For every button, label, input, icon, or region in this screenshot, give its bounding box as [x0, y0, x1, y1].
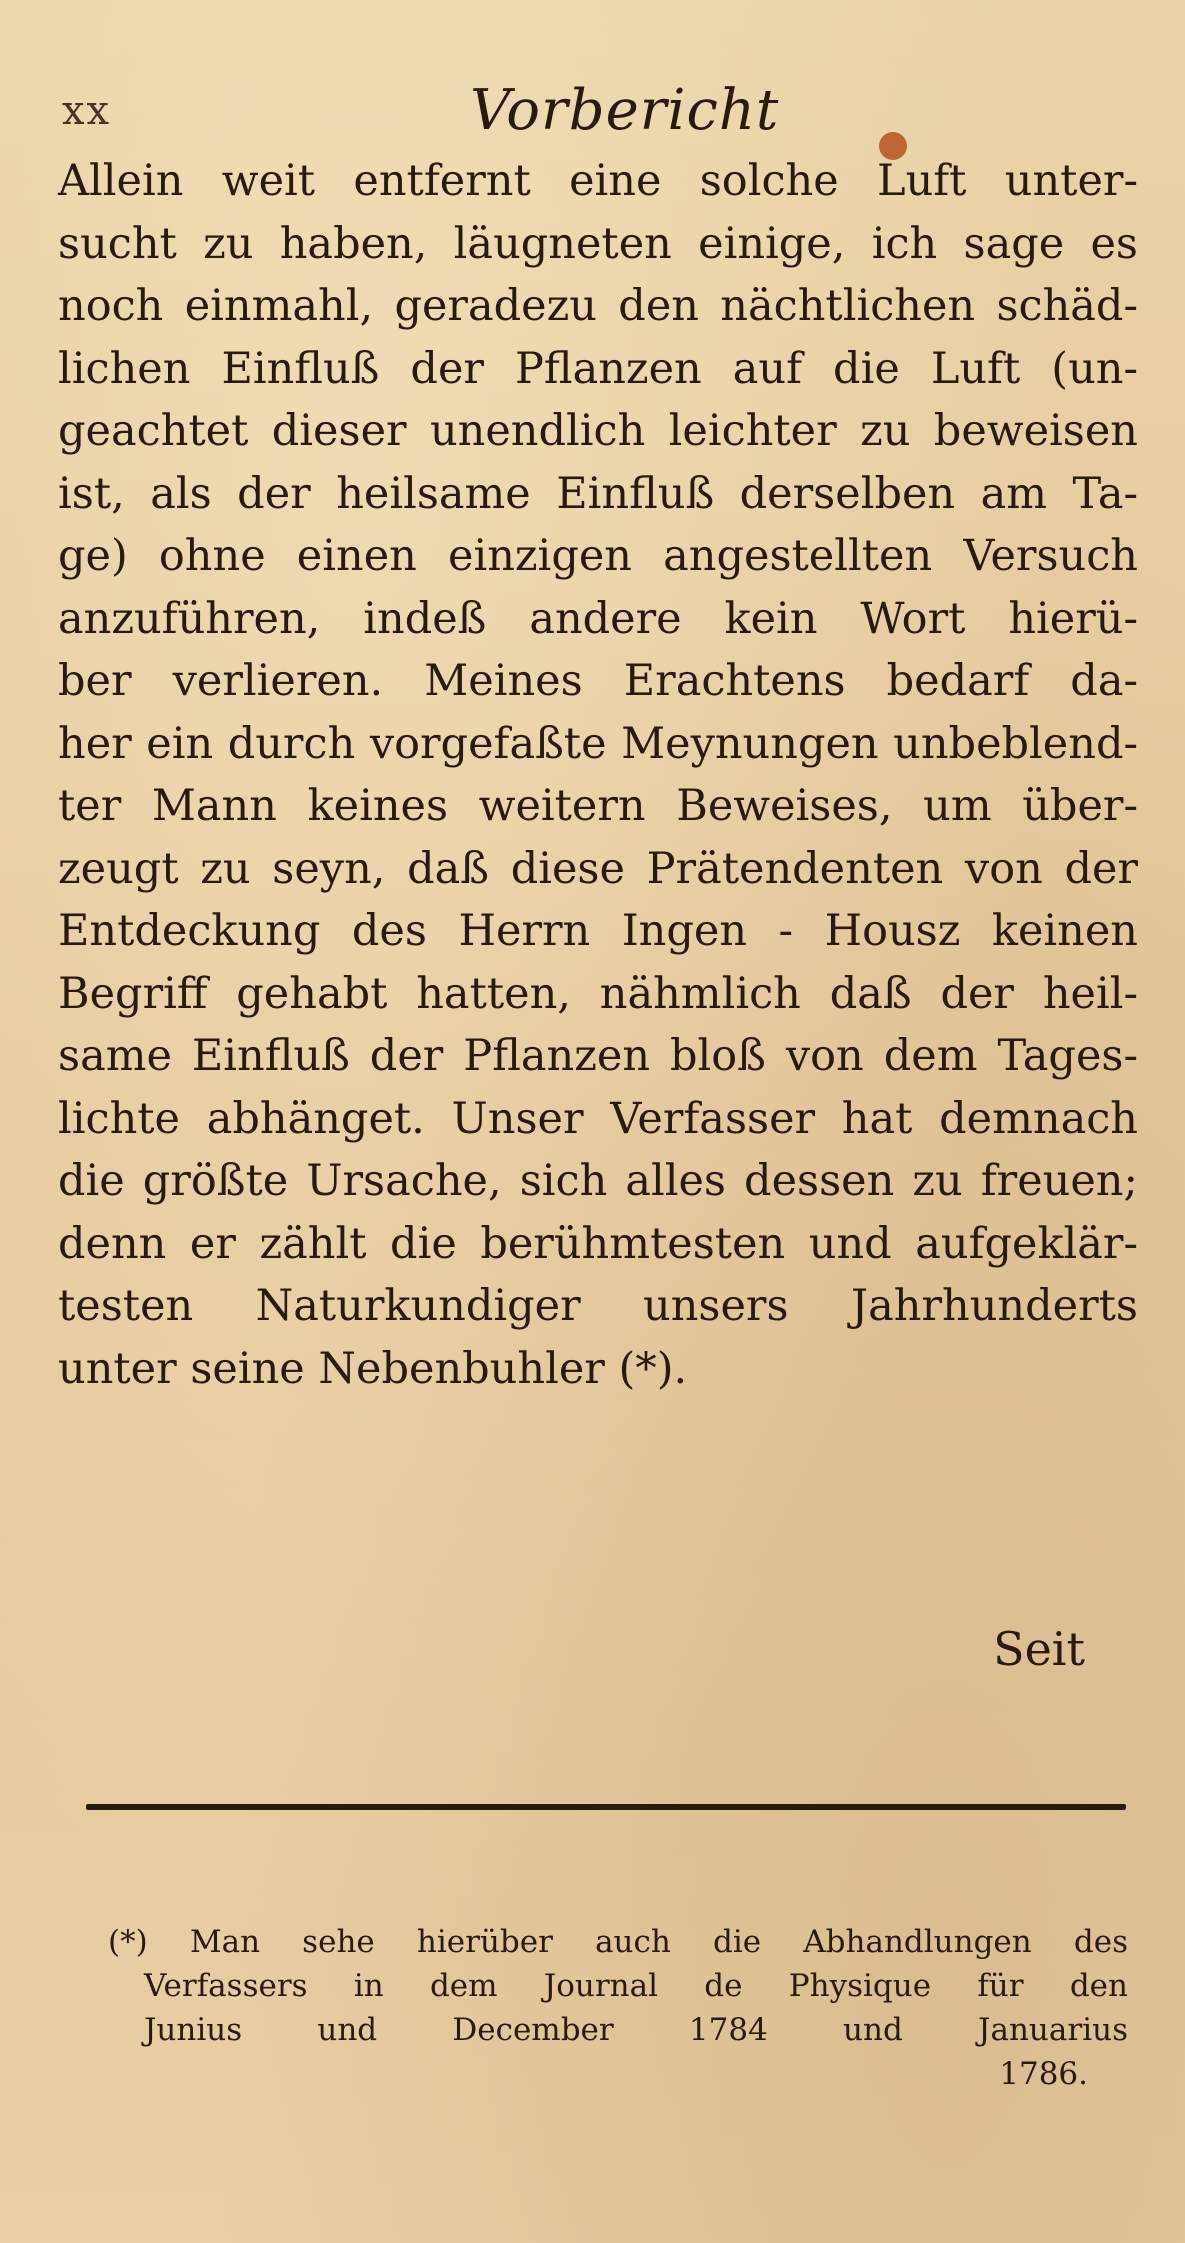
text-line: Allein weit entfernt eine solche Luft unter- [58, 156, 1138, 206]
text-line: Begriff gehabt hatten, nähmlich daß der heil- [58, 968, 1138, 1019]
text-line: geachtet dieser unendlich leichter zu beweisen [58, 406, 1138, 456]
text-line: anzuführen, indeß andere kein Wort hierü- [58, 593, 1138, 644]
footnote-line: Verfassers in dem Journal de Physique für den [144, 1968, 1128, 2004]
text-line: testen Naturkundiger unsers Jahrhunderts [58, 1281, 1138, 1331]
text-line: same Einfluß der Pflanzen bloß von dem Tages- [58, 1031, 1138, 1081]
page-header [56, 78, 1125, 148]
footnote-line: Junius und December 1784 und Januarius [144, 2012, 1128, 2048]
running-head: Vorbericht [470, 78, 780, 143]
footnote-line: 1786. [999, 2056, 1088, 2092]
text-line: denn er zählt die berühmtesten und aufgeklär- [58, 1218, 1138, 1269]
text-line: her ein durch vorgefaßte Meynungen unbeblend- [58, 718, 1138, 769]
text-line: ber verlieren. Meines Erachtens bedarf da- [58, 656, 1138, 706]
text-line: lichen Einfluß der Pflanzen auf die Luft (un- [58, 343, 1138, 394]
text-line: ter Mann keines weitern Beweises, um über- [58, 781, 1138, 831]
text-line: lichte abhänget. Unser Verfasser hat demnach [58, 1093, 1138, 1144]
text-line: zeugt zu seyn, daß diese Prätendenten von der [58, 843, 1138, 894]
text-line: ist, als der heilsame Einfluß derselben am Ta- [58, 468, 1138, 519]
text-line: unter seine Nebenbuhler (*). [58, 1343, 688, 1394]
text-line: die größte Ursache, sich alles dessen zu freuen; [58, 1156, 1138, 1206]
catchword: Seit [993, 1622, 1085, 1676]
footnote-rule [86, 1804, 1126, 1810]
text-line: sucht zu haben, läugneten einige, ich sage es [58, 218, 1138, 269]
footnote [108, 1920, 1128, 2096]
text-line: Entdeckung des Herrn Ingen - Housz keinen [58, 906, 1138, 956]
main-text [58, 150, 1138, 1400]
page-number: xx [62, 88, 112, 134]
text-line: noch einmahl, geradezu den nächtlichen schäd- [58, 281, 1138, 331]
footnote-line: (*) Man sehe hierüber auch die Abhandlungen des [108, 1924, 1128, 1960]
text-line: ge) ohne einen einzigen angestellten Versuch [58, 531, 1138, 581]
